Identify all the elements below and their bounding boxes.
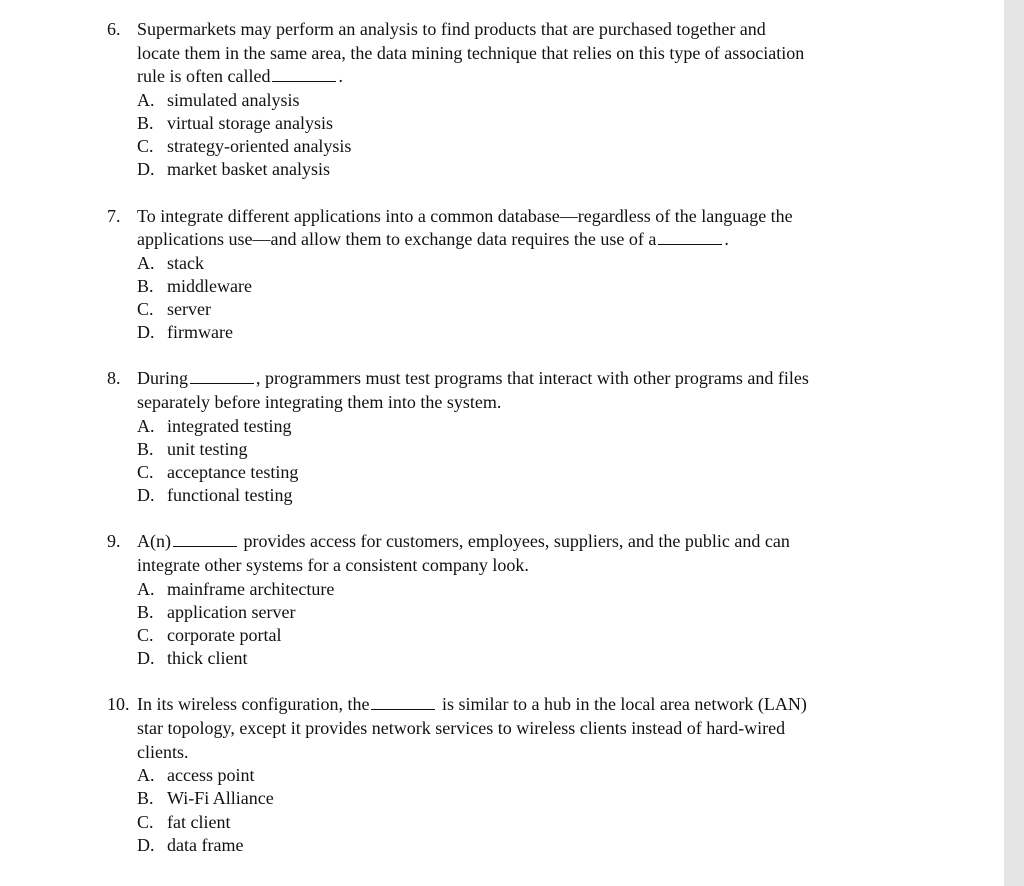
- question-stem-line: [137, 228, 987, 252]
- answer-option: [137, 252, 987, 275]
- option-letter: D.: [137, 834, 155, 855]
- question-number: 9.: [107, 531, 121, 552]
- question-stem-line: [137, 65, 987, 89]
- stem-text: clients.: [137, 741, 189, 762]
- option-letter: C.: [137, 811, 154, 832]
- question-stem-line: [137, 205, 987, 229]
- answer-blank: [173, 531, 237, 547]
- stem-text: provides access for customers, employees, suppliers, and the public and can: [239, 531, 790, 552]
- answer-option: [137, 461, 987, 484]
- option-text: strategy-oriented analysis: [167, 136, 352, 157]
- question-9: [107, 530, 987, 670]
- question-document: [107, 18, 987, 880]
- answer-option: [137, 275, 987, 298]
- answer-option: [137, 135, 987, 158]
- option-letter: A.: [137, 765, 155, 786]
- answer-blank: [371, 694, 435, 710]
- option-text: server: [167, 299, 211, 320]
- scrollbar[interactable]: [1004, 0, 1024, 886]
- option-text: data frame: [167, 834, 244, 855]
- question-number: 7.: [107, 205, 121, 226]
- question-7: [107, 205, 987, 345]
- stem-text: locate them in the same area, the data mining technique that relies on this type of association: [137, 42, 805, 63]
- stem-text: To integrate different applications into a common database—regardless of the language the: [137, 205, 793, 226]
- answer-option: [137, 624, 987, 647]
- option-letter: D.: [137, 485, 155, 506]
- answer-option: [137, 438, 987, 461]
- option-text: thick client: [167, 648, 248, 669]
- option-letter: C.: [137, 624, 154, 645]
- answer-option: [137, 158, 987, 181]
- option-letter: A.: [137, 578, 155, 599]
- stem-text: During: [137, 368, 188, 389]
- question-number: 8.: [107, 368, 121, 389]
- question-stem-line: [137, 391, 987, 415]
- answer-option: [137, 787, 987, 810]
- stem-text: , programmers must test programs that interact with other programs and files: [256, 368, 809, 389]
- option-letter: A.: [137, 415, 155, 436]
- stem-text: applications use—and allow them to exchange data requires the use of a: [137, 229, 657, 250]
- question-body: [137, 18, 987, 182]
- option-letter: D.: [137, 648, 155, 669]
- option-text: access point: [167, 765, 255, 786]
- question-stem-line: [137, 693, 987, 717]
- answer-option: [137, 112, 987, 135]
- answer-option: [137, 647, 987, 670]
- option-letter: C.: [137, 136, 154, 157]
- question-body: [137, 530, 987, 670]
- answer-option: [137, 578, 987, 601]
- stem-text: In its wireless configuration, the: [137, 694, 370, 715]
- answer-option: [137, 601, 987, 624]
- option-text: Wi-Fi Alliance: [167, 788, 274, 809]
- answer-option: [137, 764, 987, 787]
- option-letter: B.: [137, 601, 154, 622]
- option-letter: B.: [137, 438, 154, 459]
- stem-text: Supermarkets may perform an analysis to find products that are purchased together and: [137, 19, 766, 39]
- option-text: market basket analysis: [167, 159, 330, 180]
- option-text: simulated analysis: [167, 89, 300, 110]
- question-number: 10.: [107, 694, 130, 715]
- option-text: unit testing: [167, 438, 248, 459]
- option-text: application server: [167, 601, 296, 622]
- stem-text: integrate other systems for a consistent company look.: [137, 555, 529, 575]
- question-stem-line: [137, 367, 987, 391]
- option-letter: C.: [137, 299, 154, 320]
- stem-text: A(n): [137, 531, 171, 552]
- answer-option: [137, 811, 987, 834]
- answer-blank: [272, 66, 336, 82]
- question-10: [107, 693, 987, 857]
- stem-text: .: [338, 66, 343, 87]
- stem-text: separately before integrating them into the system.: [137, 392, 502, 413]
- option-text: functional testing: [167, 485, 293, 506]
- option-letter: D.: [137, 159, 155, 180]
- option-text: corporate portal: [167, 624, 282, 645]
- answer-option: [137, 415, 987, 438]
- option-letter: A.: [137, 252, 155, 273]
- answer-option: [137, 834, 987, 857]
- option-text: middleware: [167, 275, 252, 296]
- answer-option: [137, 89, 987, 112]
- question-stem-line: [137, 530, 987, 554]
- option-text: mainframe architecture: [167, 578, 335, 599]
- question-6: [107, 18, 987, 182]
- option-letter: D.: [137, 322, 155, 343]
- answer-blank: [658, 229, 722, 245]
- option-letter: C.: [137, 462, 154, 483]
- answer-option: [137, 484, 987, 507]
- answer-option: [137, 298, 987, 321]
- option-letter: B.: [137, 275, 154, 296]
- option-letter: B.: [137, 788, 154, 809]
- option-text: acceptance testing: [167, 462, 299, 483]
- stem-text: .: [724, 229, 729, 250]
- question-stem-line: [137, 18, 987, 42]
- option-text: fat client: [167, 811, 231, 832]
- stem-text: star topology, except it provides network services to wireless clients instead of hard-wired: [137, 717, 786, 738]
- question-stem-line: [137, 741, 987, 765]
- option-text: virtual storage analysis: [167, 112, 333, 133]
- question-body: [137, 693, 987, 857]
- question-number: 6.: [107, 19, 121, 39]
- option-text: integrated testing: [167, 415, 292, 436]
- question-stem-line: [137, 42, 987, 66]
- stem-text: is similar to a hub in the local area network (LAN): [437, 694, 807, 715]
- option-letter: A.: [137, 89, 155, 110]
- question-stem-line: [137, 717, 987, 741]
- question-8: [107, 367, 987, 507]
- question-body: [137, 367, 987, 507]
- option-text: firmware: [167, 322, 233, 343]
- question-stem-line: [137, 554, 987, 578]
- option-letter: B.: [137, 112, 154, 133]
- answer-option: [137, 321, 987, 344]
- question-body: [137, 205, 987, 345]
- option-text: stack: [167, 252, 204, 273]
- stem-text: rule is often called: [137, 66, 271, 87]
- answer-blank: [190, 368, 254, 384]
